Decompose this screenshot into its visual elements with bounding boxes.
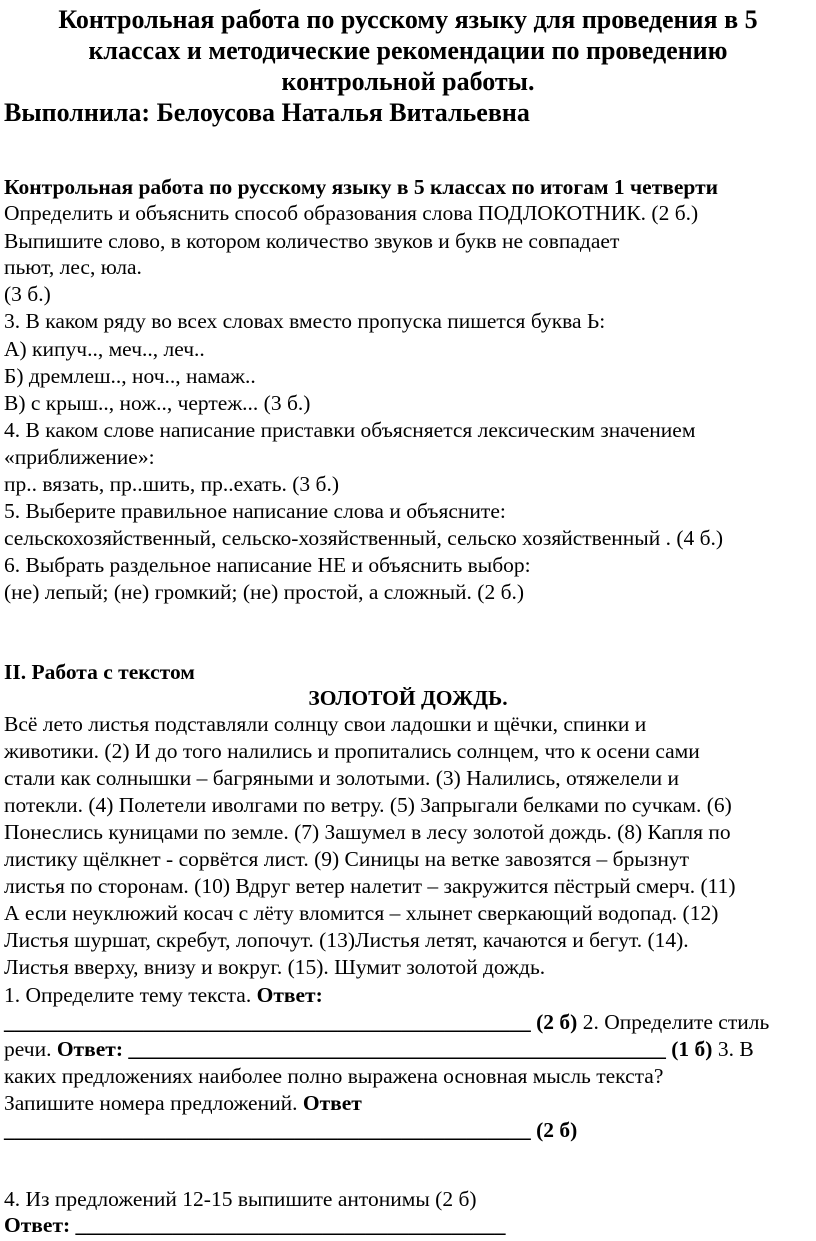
- part1-line-1: Определить и объяснить способ образования слова ПОДЛОКОТНИК. (2 б.): [4, 201, 699, 225]
- question-1: [4, 982, 323, 1008]
- answer-blank-2[interactable]: __________________________________________________: [128, 1037, 666, 1061]
- text-line-3: стали как солнышки – багряными и золотыми. (3) Налились, отяжелели и: [4, 766, 679, 790]
- part1-line-10: «приближение»:: [4, 445, 155, 469]
- text-title: ЗОЛОТОЙ ДОЖДЬ.: [308, 686, 508, 710]
- text-line-5: Понеслись куницами по земле. (7) Зашумел в лесу золотой дождь. (8) Капля по: [4, 820, 731, 844]
- question-3-text: Запишите номера предложений.: [4, 1091, 303, 1115]
- points-q2: (1 б): [671, 1037, 713, 1061]
- text-line-10: Листья вверху, внизу и вокруг. (15). Шумит золотой дождь.: [4, 955, 546, 979]
- part1-line-11: пр.. вязать, пр..шить, пр..ехать. (3 б.): [4, 472, 340, 496]
- answer-line-4: [4, 1212, 506, 1238]
- part1-line-13: сельскохозяйственный, сельско-хозяйственный, сельско хозяйственный . (4 б.): [4, 526, 724, 550]
- text-line-7: листья по сторонам. (10) Вдруг ветер налетит – закружится пёстрый смерч. (11): [4, 874, 736, 898]
- document-title: [0, 4, 816, 97]
- text-line-1: Всё лето листья подставляли солнцу свои ладошки и щёчки, спинки и: [4, 712, 647, 736]
- question-2-text: 2. Определите стиль: [577, 1010, 770, 1034]
- text-line-6: листику щёлкнет - сорвётся лист. (9) Синицы на ветке завозятся – брызнут: [4, 847, 689, 871]
- answer-blank-1[interactable]: _________________________________________________: [4, 1010, 531, 1034]
- points-q3: (2 б): [536, 1118, 578, 1142]
- question-1-text: 1. Определите тему текста.: [4, 983, 257, 1007]
- answer-blank-4[interactable]: ________________________________________: [75, 1213, 506, 1237]
- question-4-answer-label: Ответ:: [4, 1213, 71, 1237]
- text-line-2: животики. (2) И до того налились и пропитались солнцем, что к осени сами: [4, 739, 700, 763]
- part1-line-2: Выпишите слово, в котором количество звуков и букв не совпадает: [4, 229, 620, 253]
- part1-line-6: А) кипуч.., меч.., леч..: [4, 337, 205, 361]
- question-3-start: 3. В: [712, 1037, 754, 1061]
- answer-line-1: [4, 1009, 769, 1035]
- part1-line-14: 6. Выбрать раздельное написание НЕ и объяснить выбор:: [4, 553, 531, 577]
- question-3-line-2: каких предложениях наиболее полно выражена основная мысль текста?: [4, 1064, 664, 1088]
- question-3-answer-label: Ответ: [302, 1091, 362, 1115]
- title-line-1: Контрольная работа по русскому языку для проведения в 5: [58, 5, 758, 34]
- text-line-4: потекли. (4) Полетели иволгами по ветру. (5) Запрыгали белками по сучкам. (6): [4, 793, 732, 817]
- author-line: Выполнила: Белоусова Наталья Витальевна: [4, 98, 530, 127]
- part1-heading: Контрольная работа по русскому языку в 5 классах по итогам 1 четверти: [4, 175, 719, 199]
- question-2-cont: речи.: [4, 1037, 57, 1061]
- part1-line-4: (3 б.): [4, 282, 51, 306]
- question-4: 4. Из предложений 12-15 выпишите антонимы (2 б): [4, 1187, 477, 1211]
- part1-line-3: пьют, лес, юла.: [4, 255, 142, 279]
- part1-line-7: Б) дремлеш.., ноч.., намаж..: [4, 364, 256, 388]
- question-3-line-3: [4, 1090, 362, 1116]
- answer-blank-3[interactable]: _________________________________________________: [4, 1118, 531, 1142]
- part1-line-15: (не) лепый; (не) громкий; (не) простой, а сложный. (2 б.): [4, 580, 525, 604]
- question-2-answer-label: Ответ:: [56, 1037, 123, 1061]
- part1-line-9: 4. В каком слове написание приставки объясняется лексическим значением: [4, 418, 696, 442]
- part1-line-5: 3. В каком ряду во всех словах вместо пропуска пишется буква Ь:: [4, 309, 606, 333]
- answer-line-2: [4, 1036, 754, 1062]
- question-1-answer-label: Ответ:: [256, 983, 323, 1007]
- title-line-3: контрольной работы.: [281, 67, 535, 96]
- text-line-8: А если неуклюжий косач с лёту вломится – хлынет сверкающий водопад. (12): [4, 901, 719, 925]
- text-line-9: Листья шуршат, скребут, лопочут. (13)Листья летят, качаются и бегут. (14).: [4, 928, 689, 952]
- part2-heading: II. Работа с текстом: [4, 660, 195, 684]
- part1-line-12: 5. Выберите правильное написание слова и объясните:: [4, 499, 506, 523]
- answer-line-3: [4, 1117, 577, 1143]
- part1-line-8: В) с крыш.., нож.., чертеж... (3 б.): [4, 391, 311, 415]
- title-line-2: классах и методические рекомендации по проведению: [88, 36, 728, 65]
- points-q1: (2 б): [536, 1010, 578, 1034]
